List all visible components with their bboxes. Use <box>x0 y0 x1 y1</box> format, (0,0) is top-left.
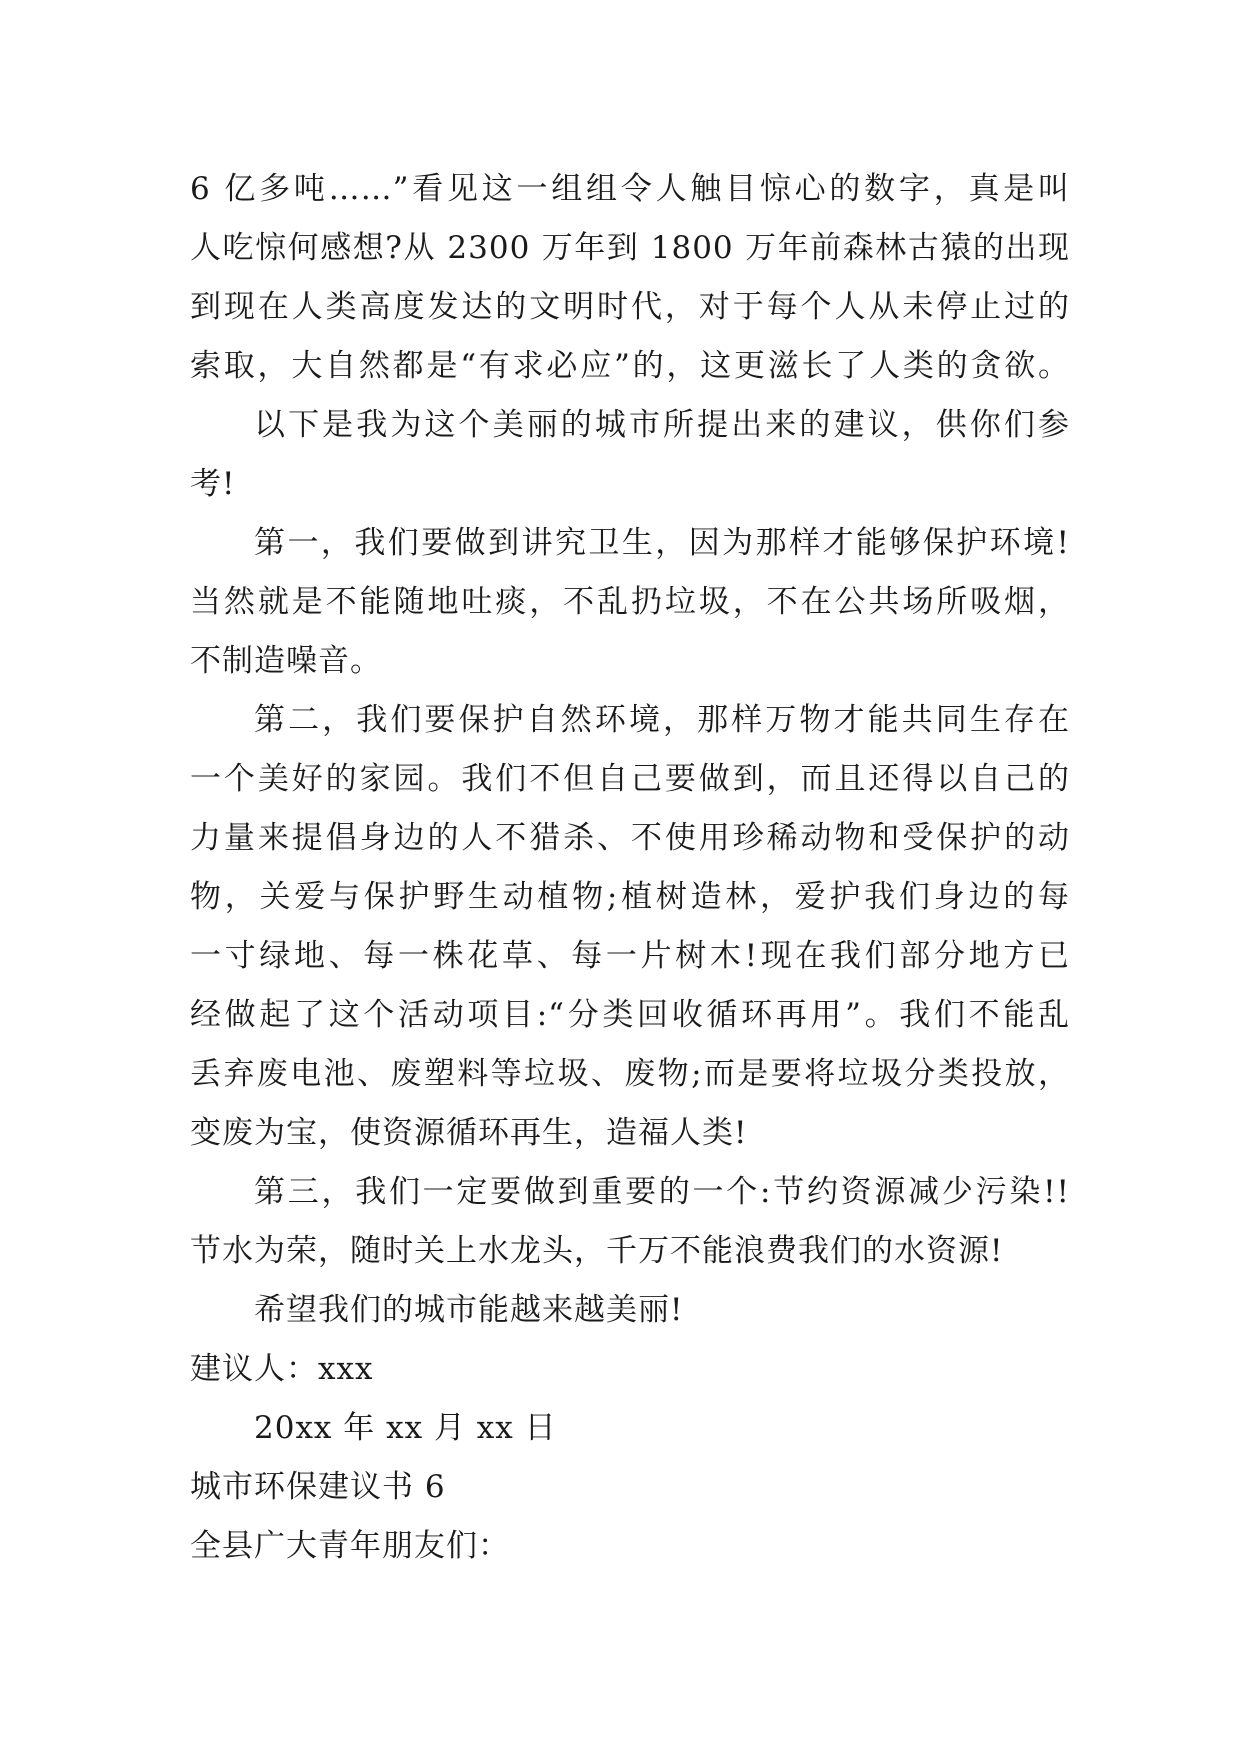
paragraph-line: 不制造噪音。 <box>190 643 382 679</box>
paragraph-line: 一个美好的家园。我们不但自己要做到，而且还得以自己的 <box>190 761 1070 797</box>
paragraph-line: 6 亿多吨……”看见这一组组令人触目惊心的数字，真是叫 <box>190 171 1070 207</box>
signature-line: 建议人：xxx <box>190 1351 374 1387</box>
paragraph-line: 丢弃废电池、废塑料等垃圾、废物;而是要将垃圾分类投放， <box>190 1056 1070 1092</box>
paragraph-line: 力量来提倡身边的人不猎杀、不使用珍稀动物和受保护的动 <box>190 820 1070 856</box>
salutation-line: 全县广大青年朋友们： <box>190 1528 510 1564</box>
paragraph-line: 一寸绿地、每一株花草、每一片树木!现在我们部分地方已 <box>190 938 1070 974</box>
date-line: 20xx 年 xx 月 xx 日 <box>254 1410 557 1446</box>
section-title: 城市环保建议书 6 <box>190 1469 446 1505</box>
paragraph-line: 到现在人类高度发达的文明时代，对于每个人从未停止过的 <box>190 289 1070 325</box>
paragraph-line: 索取，大自然都是“有求必应”的，这更滋长了人类的贪欲。 <box>190 348 1070 384</box>
paragraph-line: 考! <box>190 466 236 502</box>
paragraph-line: 第三，我们一定要做到重要的一个:节约资源减少污染!! <box>254 1174 1070 1210</box>
paragraph-line: 人吃惊何感想?从 2300 万年到 1800 万年前森林古猿的出现 <box>190 230 1070 266</box>
paragraph-line: 物，关爱与保护野生动植物;植树造林，爱护我们身边的每 <box>190 879 1070 915</box>
paragraph-line: 当然就是不能随地吐痰，不乱扔垃圾，不在公共场所吸烟， <box>190 584 1070 620</box>
closing-line: 希望我们的城市能越来越美丽! <box>254 1292 684 1328</box>
document-page <box>190 160 1070 1576</box>
paragraph-line: 第二，我们要保护自然环境，那样万物才能共同生存在 <box>254 702 1070 738</box>
paragraph-line: 第一，我们要做到讲究卫生，因为那样才能够保护环境! <box>254 525 1070 561</box>
paragraph-line: 变废为宝，使资源循环再生，造福人类! <box>190 1115 748 1151</box>
paragraph-line: 经做起了这个活动项目:“分类回收循环再用”。我们不能乱 <box>190 997 1070 1033</box>
paragraph-line: 以下是我为这个美丽的城市所提出来的建议，供你们参 <box>254 407 1070 443</box>
paragraph-line: 节水为荣，随时关上水龙头，千万不能浪费我们的水资源! <box>190 1233 1004 1269</box>
